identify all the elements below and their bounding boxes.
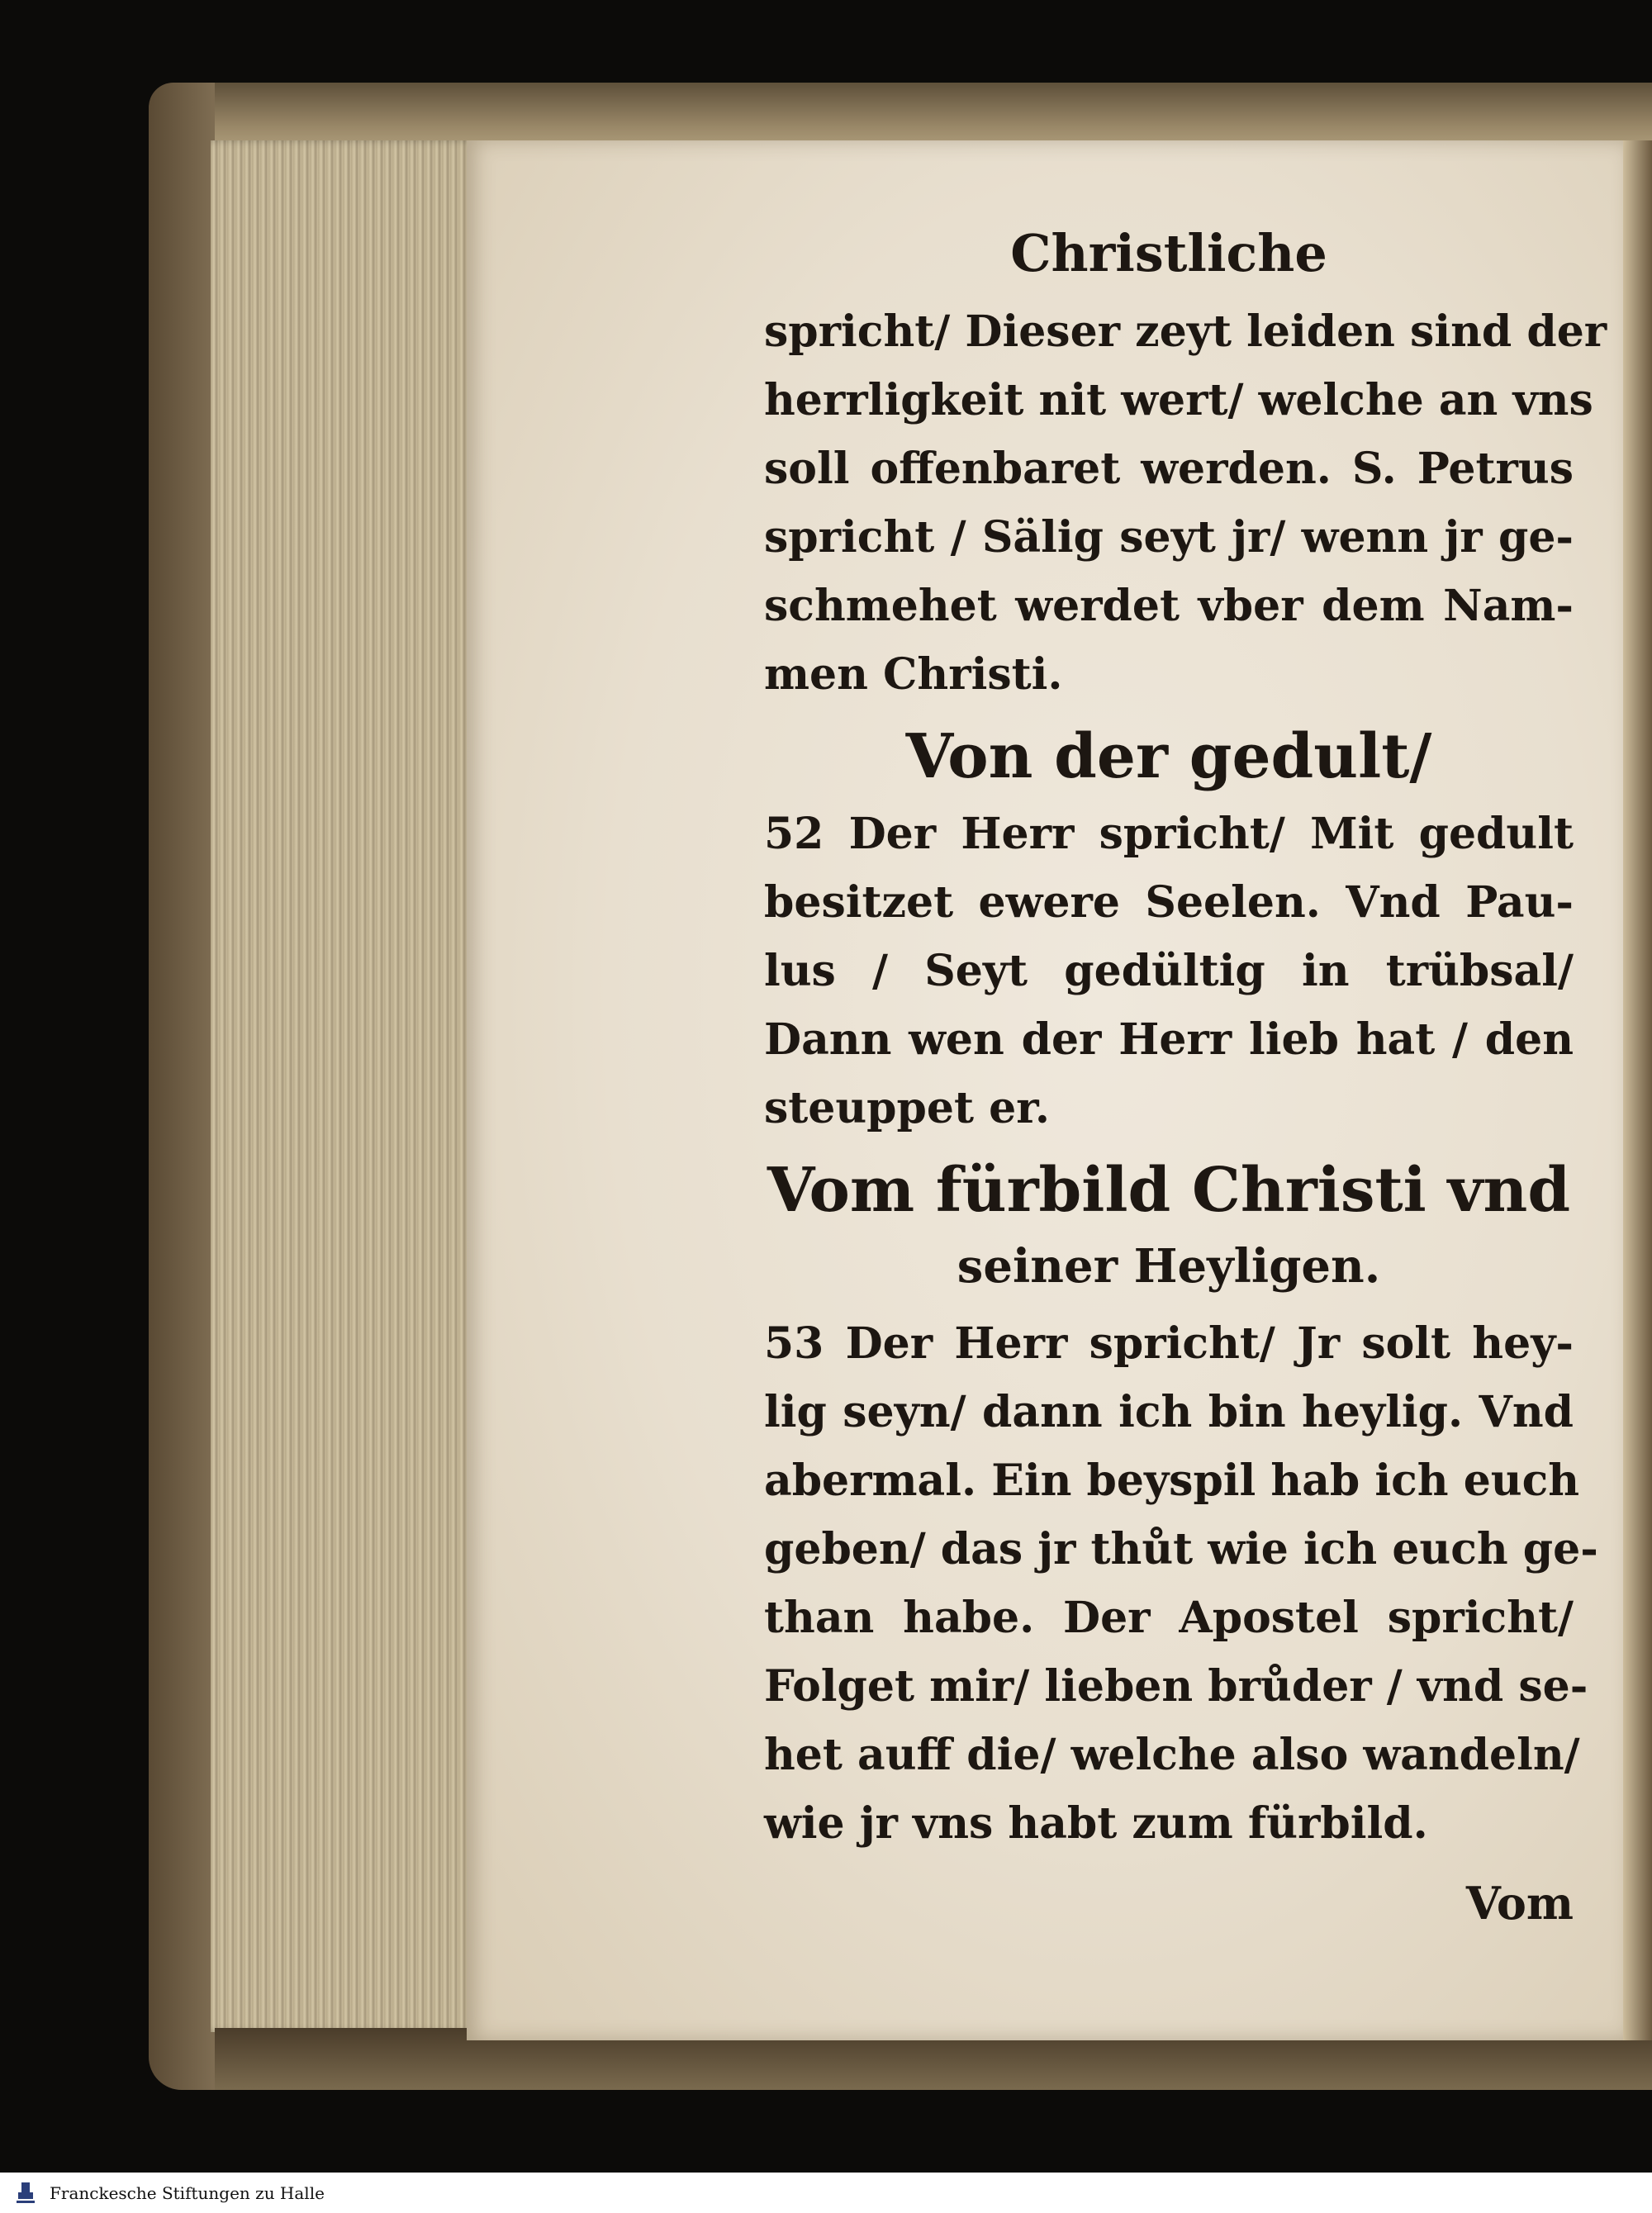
text-line: than habe. Der Apostel spricht/: [764, 1593, 1574, 1644]
paragraph-53: [764, 1309, 1598, 1858]
page-stack-edge: [211, 140, 475, 2032]
running-head: Christliche: [1010, 223, 1327, 283]
text-line: Folget mir/ lieben brůder / vnd se-: [764, 1661, 1588, 1712]
text-line: lus / Seyt gedültig in trübsal/: [764, 946, 1574, 997]
page-gutter: [1623, 140, 1652, 2040]
text-line: lig seyn/ dann ich bin heylig. Vnd: [764, 1387, 1574, 1438]
footer-bar: [0, 2173, 1652, 2213]
text-line: abermal. Ein beyspil hab ich euch: [764, 1456, 1580, 1507]
footer-text: Franckesche Stiftungen zu Halle: [50, 2182, 325, 2203]
text-line: schmehet werdet vber dem Nam-: [764, 581, 1574, 632]
text-line: wie jr vns habt zum fürbild.: [764, 1798, 1428, 1850]
section-subheading: seiner Heyligen.: [957, 1239, 1381, 1294]
text-line: 52 Der Herr spricht/ Mit gedult: [764, 809, 1574, 860]
text-line: steuppet er.: [764, 1083, 1050, 1134]
section-heading-gedult: Von der gedult/: [905, 721, 1432, 793]
paragraph-1: [764, 297, 1607, 709]
text-line: herrligkeit nit wert/ welche an vns: [764, 375, 1593, 426]
text-line: besitzet ewere Seelen. Vnd Pau-: [764, 877, 1574, 928]
text-line: soll offenbaret werden. S. Petrus: [764, 444, 1574, 495]
paragraph-52: [764, 800, 1574, 1142]
text-line: spricht/ Dieser zeyt leiden sind der: [764, 306, 1607, 358]
catchword: Vom: [1465, 1877, 1574, 1930]
text-line: geben/ das jr thůt wie ich euch ge-: [764, 1524, 1598, 1575]
institution-logo-icon: [12, 2179, 40, 2207]
page-text: [764, 223, 1607, 1940]
section-heading-fuerbild: Vom fürbild Christi vnd: [767, 1155, 1571, 1227]
text-line: het auff die/ welche also wandeln/: [764, 1730, 1580, 1781]
text-line: Dann wen der Herr lieb hat / den: [764, 1014, 1574, 1066]
text-line: 53 Der Herr spricht/ Jr solt hey-: [764, 1318, 1574, 1370]
text-line: spricht / Sälig seyt jr/ wenn jr ge-: [764, 512, 1574, 563]
text-line: men Christi.: [764, 649, 1063, 700]
